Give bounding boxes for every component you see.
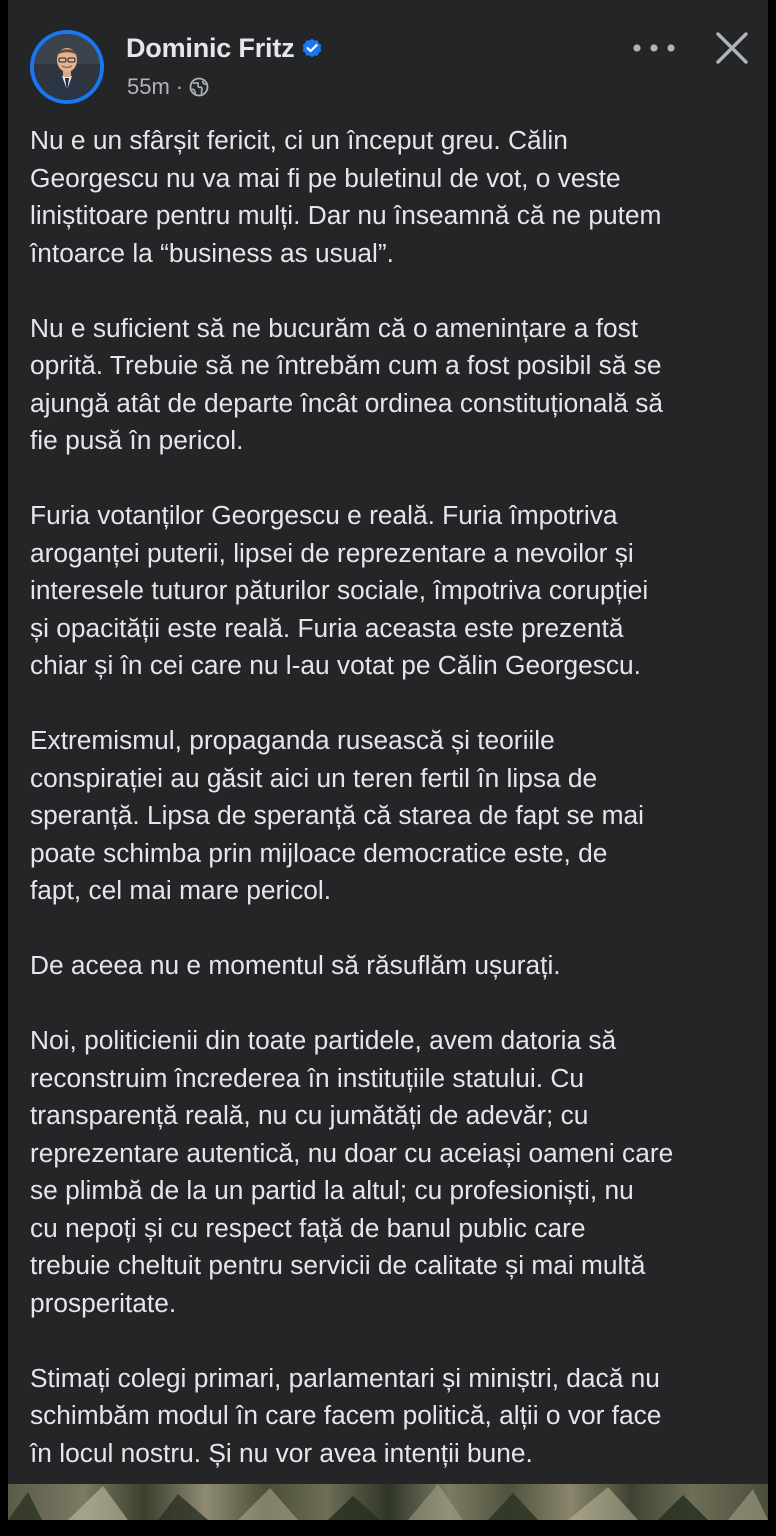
bottom-black-bar: [0, 1520, 776, 1536]
post-meta: [127, 72, 209, 102]
profile-photo: [34, 34, 100, 100]
post-paragraph-7: Stimați colegi primari, parlamentari și miniștri, dacă nu schimbăm modul în care facem politică, alții o vor face în locul nostru. Și nu vor avea intenții bune.: [30, 1362, 662, 1468]
author-name[interactable]: Dominic Fritz: [126, 32, 295, 63]
more-options-button[interactable]: [626, 28, 682, 68]
profile-photo-icon: [34, 34, 100, 100]
post-paragraph-5: De aceea nu e momentul să răsuflăm ușurați.: [30, 950, 561, 980]
author-name-row: [126, 30, 324, 66]
post-time[interactable]: 55m: [127, 74, 170, 99]
post-header: [8, 0, 768, 110]
verified-badge-icon: [300, 36, 324, 60]
post-photo-preview[interactable]: [8, 1484, 768, 1520]
author-avatar[interactable]: [30, 30, 104, 104]
post-paragraph-3: Furia votanților Georgescu e reală. Furia împotriva aroganței puterii, lipsei de reprezentare a nevoilor și interesele tuturor păturilor sociale, împotriva corupției și opacității este reală. Furia aceasta este prezentă chiar și în cei care nu l-au votat pe Călin Georgescu.: [30, 500, 649, 680]
post-paragraph-4: Extremismul, propaganda rusească și teoriile conspirației au găsit aici un teren fertil în lipsa de speranță. Lipsa de speranță că starea de fapt se mai poate schimba prin mijloace democratice este, de fapt, cel mai mare pericol.: [30, 725, 644, 905]
post-paragraph-1: Nu e un sfârșit fericit, ci un început greu. Călin Georgescu nu va mai fi pe buletinul de vot, o veste liniștitoare pentru mulți. Dar nu înseamnă că ne putem întoarce la “business as usual”.: [30, 125, 662, 268]
close-button[interactable]: [708, 24, 756, 72]
close-icon: [715, 31, 749, 65]
meta-separator: ·: [175, 74, 184, 99]
post-text: [30, 122, 760, 1472]
post-paragraph-2: Nu e suficient să ne bucurăm că o amenințare a fost oprită. Trebuie să ne întrebăm cum a fost posibil să se ajungă atât de departe încât ordinea constituțională să fie pusă în pericol.: [30, 312, 664, 455]
more-horizontal-icon: [630, 42, 678, 54]
globe-icon[interactable]: [189, 77, 209, 97]
post-paragraph-6: Noi, politicienii din toate partidele, avem datoria să reconstruim încrederea în instituțiile statului. Cu transparență reală, nu cu jumătăți de adevăr; cu reprezentare autentică, nu doar cu aceiași oameni care se plimbă de la un partid la altul; cu profesioniști, nu cu nepoți și cu respect față de banul public care trebuie cheltuit pentru servicii de calitate și mai multă prosperitate.: [30, 1025, 674, 1318]
photo-foliage-image: [8, 1484, 768, 1520]
post-card: [8, 0, 768, 1484]
